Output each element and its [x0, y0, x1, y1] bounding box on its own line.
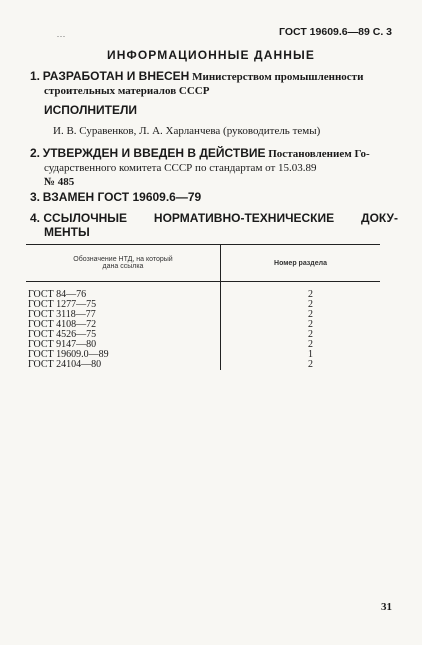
section-number-cell: 2	[308, 339, 313, 350]
table-row	[26, 360, 380, 370]
reference-document: ГОСТ 1277—75	[26, 300, 221, 310]
column-header-section: Номер раздела	[221, 245, 381, 282]
section-number: 3.	[30, 190, 41, 204]
references-table	[26, 244, 380, 370]
section-number: 1.	[30, 69, 41, 83]
section-number: 4.	[30, 211, 41, 225]
section-number-cell: 2	[308, 359, 313, 370]
section-number-cell: 2	[308, 289, 313, 300]
executors-heading: ИСПОЛНИТЕЛИ	[44, 103, 138, 117]
section-text: № 485	[44, 176, 75, 188]
section-text: Министерством промышленности	[192, 71, 364, 83]
section-heading-word: МЕНТЫ	[44, 225, 90, 239]
page-number: 31	[381, 601, 392, 613]
section-text: строительных материалов СССР	[44, 85, 210, 97]
section-text: Постановлением Го-	[268, 148, 370, 160]
section-number-cell: 2	[308, 299, 313, 310]
reference-document: ГОСТ 4526—75	[26, 330, 221, 340]
section-2	[30, 146, 398, 189]
section-4	[30, 211, 398, 239]
column-header-line: дана ссылка	[102, 263, 144, 270]
column-header-line: Обозначение НТД, на который	[73, 256, 173, 263]
section-3	[30, 190, 398, 205]
section-heading: УТВЕРЖДЕН И ВВЕДЕН В ДЕЙСТВИЕ	[42, 146, 266, 160]
section-heading-word: ДОКУ-	[361, 211, 398, 225]
section-heading: РАЗРАБОТАН И ВНЕСЕН	[42, 69, 190, 83]
reference-document: ГОСТ 3118—77	[26, 310, 221, 320]
section-text: сударственного комитета СССР по стандартам от 15.03.89	[44, 162, 317, 174]
section-number-cell: 2	[308, 319, 313, 330]
reference-document: ГОСТ 84—76	[26, 282, 221, 301]
page-title: ИНФОРМАЦИОННЫЕ ДАННЫЕ	[107, 48, 315, 62]
section-number-cell: 1	[308, 349, 313, 360]
section-number: 2.	[30, 146, 41, 160]
header-dots: ...	[57, 30, 66, 39]
table-row	[26, 282, 380, 301]
section-heading: ВЗАМЕН ГОСТ 19609.6—79	[42, 190, 202, 204]
column-header-document	[26, 245, 221, 282]
section-heading-word: НОРМАТИВНО-ТЕХНИЧЕСКИЕ	[153, 211, 335, 225]
reference-document: ГОСТ 9147—80	[26, 340, 221, 350]
section-1	[30, 69, 398, 98]
section-number-cell: 2	[308, 309, 313, 320]
reference-document: ГОСТ 24104—80	[26, 360, 221, 370]
section-heading-word: ССЫЛОЧНЫЕ	[43, 211, 128, 225]
reference-document: ГОСТ 4108—72	[26, 320, 221, 330]
standard-code-header: ГОСТ 19609.6—89 С. 3	[279, 26, 392, 38]
reference-document: ГОСТ 19609.0—89	[26, 350, 221, 360]
section-number-cell: 2	[308, 329, 313, 340]
executors-list: И. В. Суравенков, Л. А. Харланчева (руководитель темы)	[53, 125, 321, 137]
